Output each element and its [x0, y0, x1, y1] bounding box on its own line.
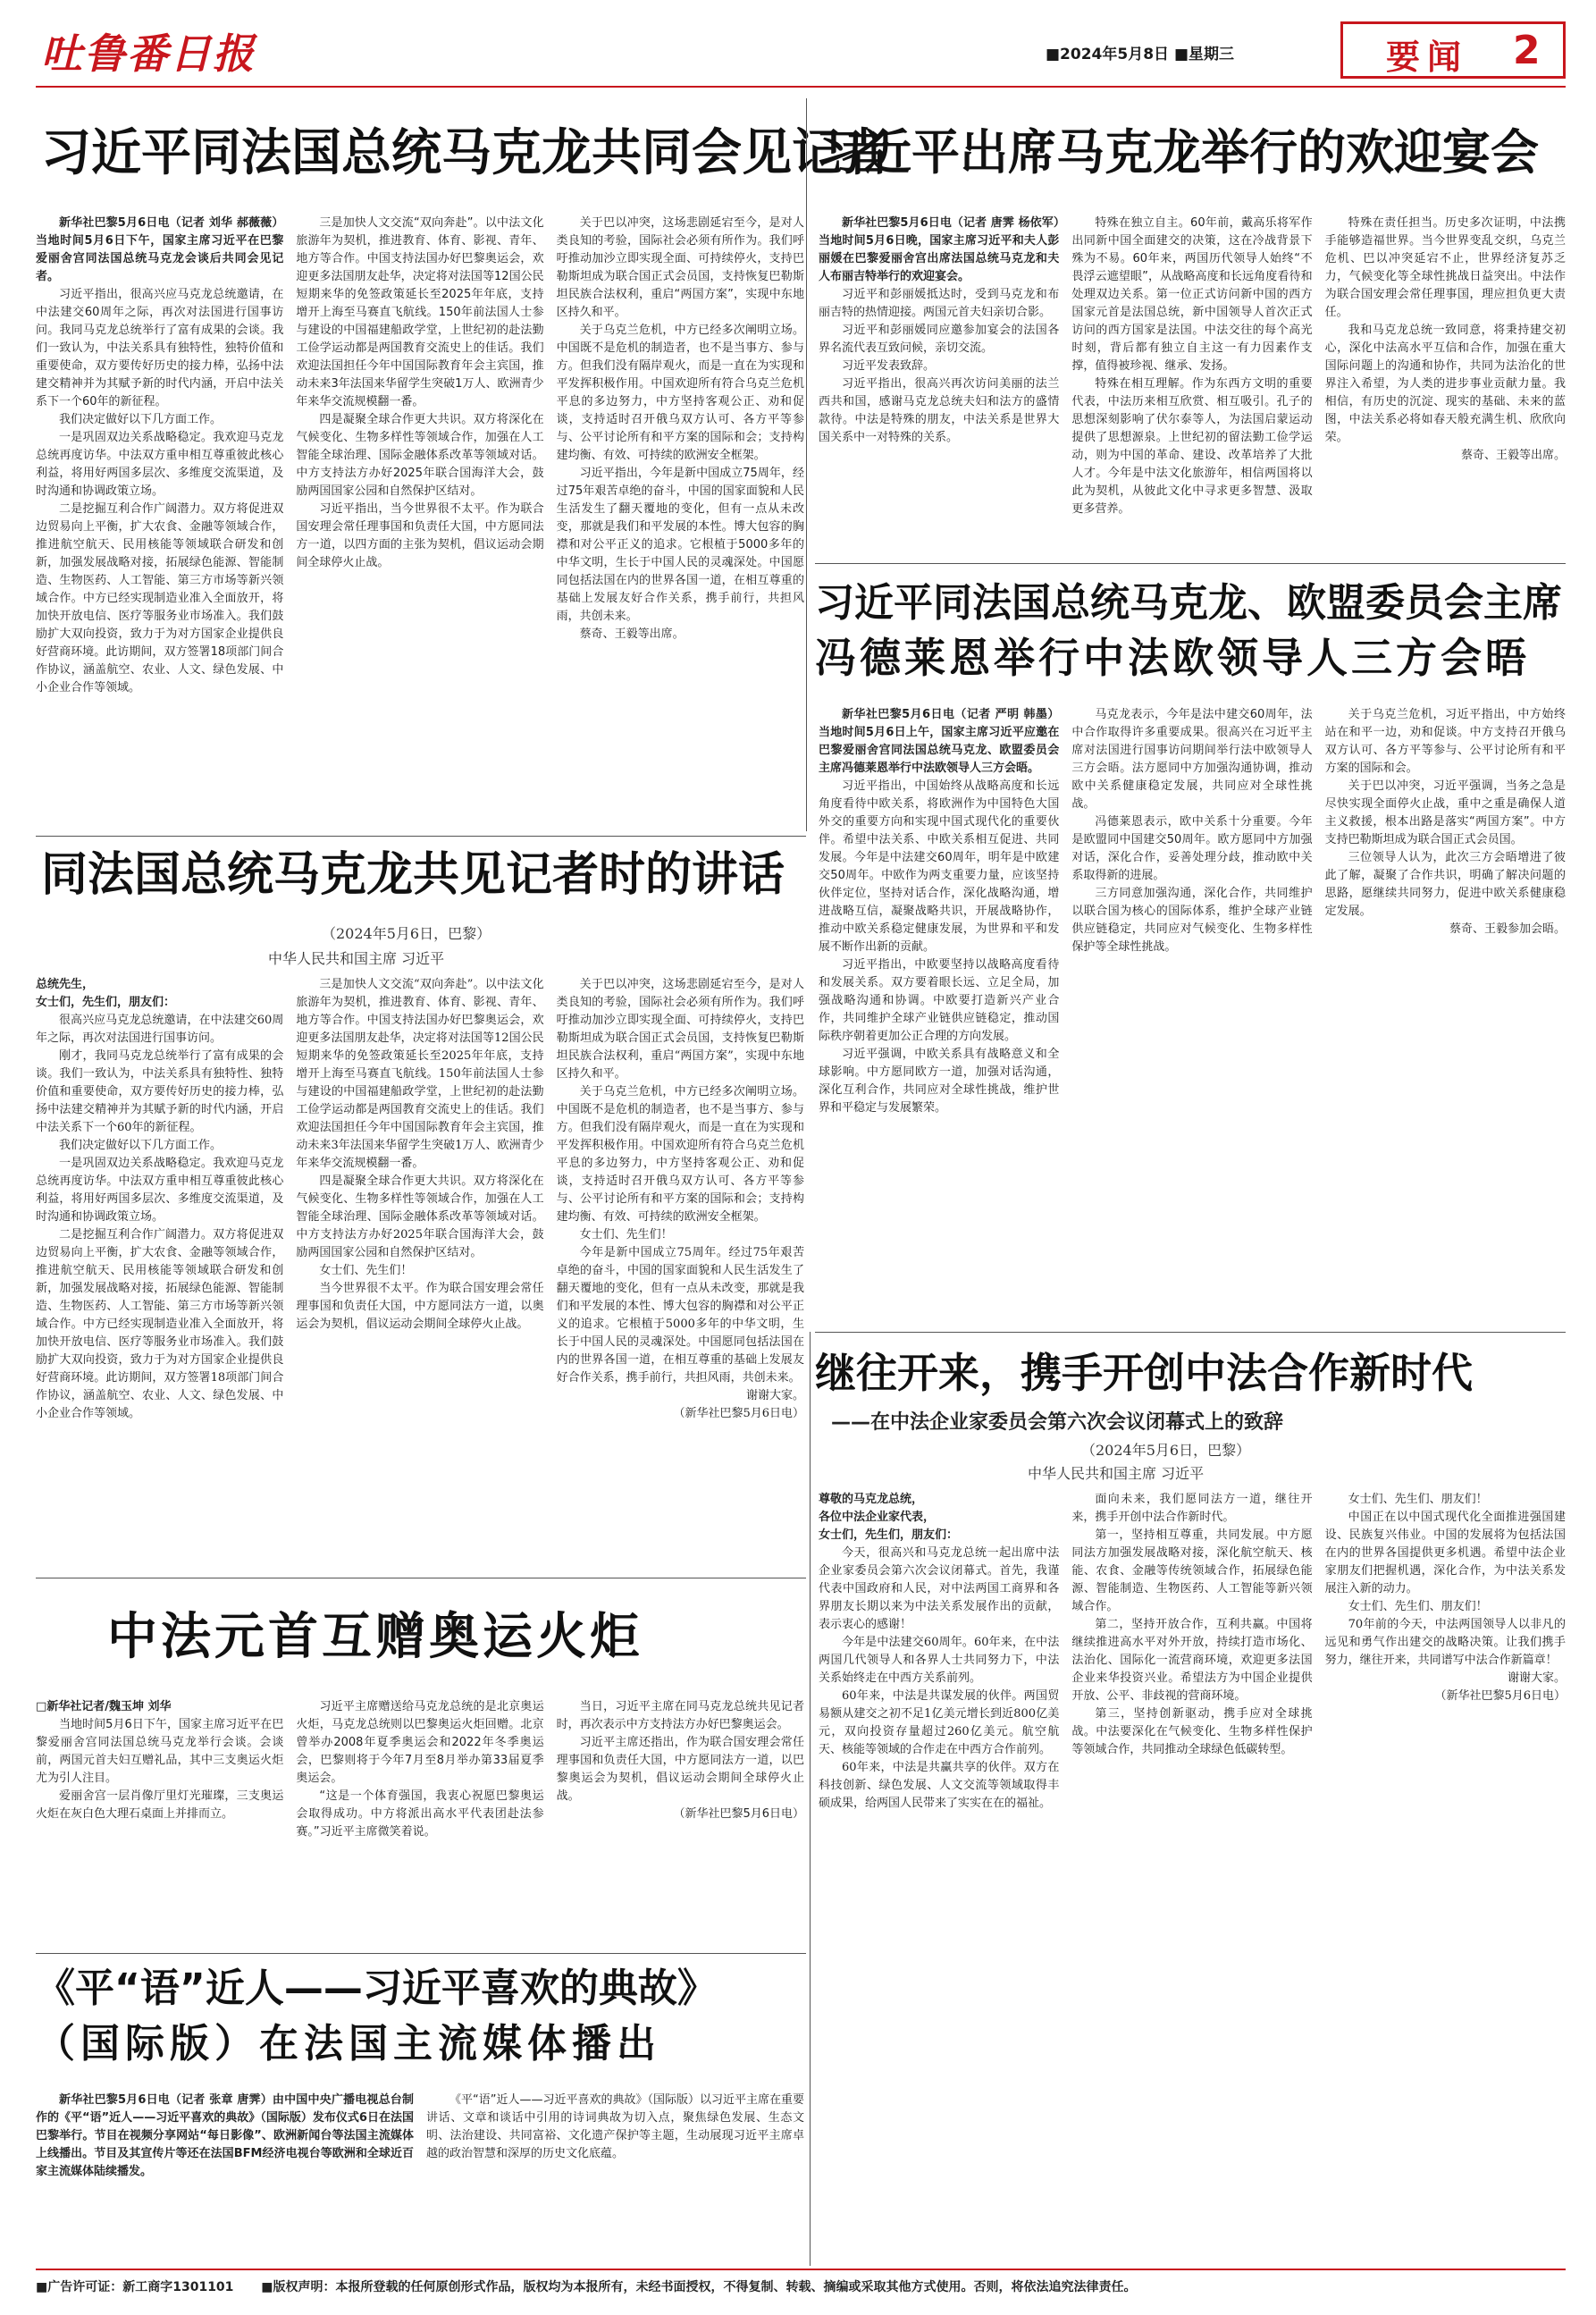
column	[1071, 1491, 1312, 2260]
headline: 习近平同法国总统马克龙共同会见记者	[41, 124, 892, 182]
section-divider	[36, 1953, 806, 1954]
column	[36, 2092, 414, 2261]
ad-license: ■广告许可证：新工商字1301101	[36, 2280, 234, 2294]
paragraph: 当地时间5月6日下午，国家主席习近平在巴黎爱丽舍宫同法国总统马克龙举行会谈。会谈前，两国元首夫妇互赠礼品，其中三支奥运火炬尤为引人注目。	[36, 1718, 284, 1785]
paragraph: 三位领导人认为，此次三方会晤增进了彼此了解，凝聚了合作共识，明确了解决问题的思路，愿继续共同努力，促进中欧关系健康稳定发展。	[1324, 851, 1566, 918]
column	[1325, 1491, 1566, 2260]
paragraph: 习近平指出，很高兴应马克龙总统邀请，在中法建交60周年之际，再次对法国进行国事访问。我同马克龙总统举行了富有成果的会谈。我们一致认为，中法关系具有独特性，独特价值和重要使命，双方要传好历史的接力棒，弘扬中法建交精神并为其赋予新的时代内涵，开启中法关系下一个60年的新征程。	[36, 288, 284, 408]
footer	[36, 2277, 1566, 2295]
paragraph: 关于巴以冲突，习近平强调，当务之急是尽快实现全面停火止战，重中之重是确保人道主义救援，根本出路是落实“两国方案”。中方支持巴勒斯坦成为联合国正式会员国。	[1324, 779, 1566, 846]
paragraph: 新华社巴黎5月6日电（记者 张章 唐霁）由中国中央广播电视总台制作的《平“语”近人——习近平喜欢的典故》（国际版）发布仪式6日在法国巴黎举行。节目在视频分享网站“每日影像”、欧洲新闻台等法国主流媒体上线播出。节目及其宣传片等还在法国BFM经济电视台等欧洲和全球近百家主流媒体陆续播发。	[36, 2093, 414, 2178]
section-banner	[1340, 21, 1566, 79]
paragraph: 习近平主席赠送给马克龙总统的是北京奥运火炬，马克龙总统则以巴黎奥运火炬回赠。北京曾举办2008年夏季奥运会和2022年冬季奥运会，巴黎则将于今年7月至8月举办第33届夏季奥运会。	[296, 1700, 544, 1785]
dateline: （2024年5月6日，巴黎）	[1081, 1442, 1251, 1459]
paragraph: 今年是新中国成立75周年。经过75年艰苦卓绝的奋斗，中国的国家面貌和人民生活发生了翻天覆地的变化，但有一点从未改变，那就是我们和平发展的本性、博大包容的胸襟和对公平正义的追求。它根植于5000多年的中华文明，生长于中国人民的灵魂深处。中国愿同包括法国在内的世界各国一道，在相互尊重的基础上发展友好合作关系，携手前行，共担风雨，共创未来。	[556, 1246, 804, 1385]
paragraph: 关于乌克兰危机，中方已经多次阐明立场。中国既不是危机的制造者，也不是当事方、参与方。但我们没有隔岸观火，而是一直在为实现和平发挥积极作用。中国欢迎所有符合乌克兰危机平息的多边努力，中方坚持客观公正、劝和促谈，支持适时召开俄乌双方认可、各方平等参与、公平讨论所有和平方案的国际和会；支持构建均衡、有效、可持续的欧洲安全框架。	[556, 1085, 804, 1224]
paragraph: 女士们、先生们、朋友们！	[1348, 1493, 1488, 1506]
footer-rule	[36, 2269, 1566, 2270]
column	[36, 215, 283, 822]
headline: 中法元首互赠奥运火炬	[107, 1608, 643, 1666]
section-divider	[36, 836, 806, 837]
paragraph: 关于巴以冲突，这场悲剧延宕至今，是对人类良知的考验，国际社会必须有所作为。我们呼吁推动加沙立即实现全面、可持续停火，支持巴勒斯坦成为联合国正式会员国，支持恢复巴勒斯坦民族合法权利，重启“两国方案”，实现中东地区持久和平。	[556, 216, 804, 319]
paragraph: 马克龙表示，今年是法中建交60周年，法中合作取得许多重要成果。很高兴在习近平主席对法国进行国事访问期间举行法中欧领导人三方会晤。法方愿同中方加强沟通协调，推动欧中关系健康稳定发展，共同应对全球性挑战。	[1071, 708, 1313, 811]
byline: 中华人民共和国主席 习近平	[268, 950, 445, 967]
copyright-notice: ■版权声明：本报所登载的任何原创形式作品，版权均为本报所有，未经书面授权，不得复制、转载、摘编或采取其他方式使用。否则，将依法追究法律责任。	[261, 2280, 1137, 2294]
column	[819, 1491, 1059, 2260]
paragraph: 关于乌克兰危机，中方已经多次阐明立场。中国既不是危机的制造者，也不是当事方、参与方。但我们没有隔岸观火，而是一直在为实现和平发挥积极作用。中国欢迎所有符合乌克兰危机平息的多边努力，中方坚持客观公正、劝和促谈，支持适时召开俄乌双方认可、各方平等参与、公平讨论所有和平方案的国际和会；支持构建均衡、有效、可持续的欧洲安全框架。	[556, 324, 804, 462]
paragraph: 特殊在责任担当。历史多次证明，中法携手能够造福世界。当今世界变乱交织，乌克兰危机、巴以冲突延宕不止，世界经济复苏乏力，气候变化等全球性挑战日益突出。中法作为联合国安理会常任理事国，理应担负更大责任。	[1324, 216, 1566, 319]
paragraph: 新华社巴黎5月6日电（记者 唐霁 杨依军）当地时间5月6日晚，国家主席习近平和夫人彭丽媛在巴黎爱丽舍宫出席法国总统马克龙和夫人布丽吉特举行的欢迎宴会。	[819, 216, 1060, 283]
headline-line-1: 《平“语”近人——习近平喜欢的典故》	[36, 1966, 717, 2011]
paragraph: 谢谢大家。	[1507, 1671, 1566, 1685]
paragraph: 特殊在独立自主。60年前，戴高乐将军作出同新中国全面建交的决策，这在冷战背景下殊为不易。60年来，两国历代领导人始终“不畏浮云遮望眼”，从战略高度和长远角度看待和处理双边关系。第一位正式访问新中国的西方国家元首是法国总统，新中国领导人首次正式访问的西方国家是法国。中法交往的每个高光时刻，背后都有独立自主这一有力因素作支撑，值得被珍视、继承、发扬。	[1071, 216, 1313, 373]
paragraph: 当今世界很不太平。作为联合国安理会常任理事国和负责任大国，中方愿同法方一道，以奥运会为契机，倡议运动会期间全球停火止战。	[296, 1282, 544, 1331]
column	[1325, 215, 1566, 554]
paragraph: （新华社巴黎5月6日电）	[1434, 1689, 1566, 1703]
paragraph: 习近平指出，当今世界很不太平。作为联合国安理会常任理事国和负责任大国，中方愿同法方一道，以四方面的主张为契机，倡议运动会期间全球停火止战。	[296, 502, 544, 569]
paragraph: 第一，坚持相互尊重，共同发展。中方愿同法方加强发展战略对接，深化航空航天、核能、农食、金融等传统领域合作，拓展绿色能源、智能制造、生物医药、人工智能等新兴领域合作。	[1071, 1528, 1313, 1613]
paragraph: 关于乌克兰危机，习近平指出，中方始终站在和平一边，劝和促谈。中方支持召开俄乌双方认可、各方平等参与、公平讨论所有和平方案的国际和会。	[1324, 708, 1566, 775]
section-name: 要闻	[1386, 38, 1469, 77]
paragraph: 四是凝聚全球合作更大共识。双方将深化在气候变化、生物多样性等领域合作，加强在人工智能全球治理、国际金融体系改革等领域对话。中方支持法方办好2025年联合国海洋大会，鼓励两国国家公园和自然保护区结对。	[296, 1174, 544, 1259]
headline: 继往开来，携手开创中法合作新时代	[815, 1349, 1473, 1397]
paragraph: （新华社巴黎5月6日电）	[673, 1407, 804, 1420]
paragraph: 60年来，中法是共赢共享的伙伴。双方在科技创新、绿色发展、人文交流等领域取得丰硕成果，给两国人民带来了实实在在的福祉。	[819, 1761, 1060, 1810]
paragraph: 三方同意加强沟通，深化合作，共同维护以联合国为核心的国际体系，维护全球产业链供应链稳定，共同应对气候变化、生物多样性保护等全球性挑战。	[1071, 887, 1313, 954]
headline: 习近平出席马克龙举行的欢迎宴会	[815, 124, 1539, 181]
paragraph: 蔡奇、王毅参加会晤。	[1449, 922, 1566, 936]
paragraph: 习近平和彭丽媛同应邀参加宴会的法国各界名流代表互致问候，亲切交流。	[819, 324, 1060, 355]
paragraph: 中国正在以中国式现代化全面推进强国建设、民族复兴伟业。中国的发展将为包括法国在内的世界各国提供更多机遇。希望中法企业家朋友们把握机遇，深化合作，为中法关系发展注入新的动力。	[1324, 1511, 1566, 1595]
paragraph: 冯德莱恩表示，欧中关系十分重要。今年是欧盟同中国建交50周年。欧方愿同中方加强对话，深化合作，妥善处理分歧，推动欧中关系取得新的进展。	[1071, 815, 1313, 882]
paragraph: 总统先生，	[36, 978, 95, 991]
paragraph: 我们决定做好以下几方面工作。	[59, 1139, 223, 1152]
paragraph: 一是巩固双边关系战略稳定。我欢迎马克龙总统再度访华。中法双方重申相互尊重彼此核心利益，将用好两国多层次、多维度交流渠道，及时沟通和协调政策立场。	[36, 1157, 284, 1224]
section-divider	[815, 1332, 1566, 1333]
column-divider	[810, 1332, 811, 2266]
paragraph: 蔡奇、王毅等出席。	[1460, 449, 1566, 462]
dateline: （2024年5月6日，巴黎）	[322, 925, 491, 942]
paragraph: 习近平指出，今年是新中国成立75周年，经过75年艰苦卓绝的奋斗，中国的国家面貌和人民生活发生了翻天覆地的变化，但有一点从未改变，那就是我们和平发展的本性。博大包容的胸襟和对公平正义的追求。它根植于5000多年的中华文明，生长于中国人民的灵魂深处。中国愿同包括法国在内的世界各国一道，在相互尊重的基础上发展友好合作关系，携手前行，共担风雨，共创未来。	[556, 467, 804, 623]
column	[1325, 706, 1566, 1323]
column-divider	[806, 98, 807, 831]
publication-date: ■2024年5月8日 ■星期三	[1046, 46, 1235, 63]
column	[1071, 215, 1312, 554]
paragraph: 女士们、先生们！	[319, 1264, 413, 1277]
headline: 同法国总统马克龙共见记者时的讲话	[41, 848, 785, 902]
newspaper-logo: 吐鲁番日报	[41, 29, 256, 78]
column	[36, 976, 283, 1566]
paragraph: 第二，坚持开放合作，互利共赢。中国将继续推进高水平对外开放，持续打造市场化、法治化、国际化一流营商环境，欢迎更多法国企业来华投资兴业。希望法方为中国企业提供开放、公平、非歧视的营商环境。	[1071, 1618, 1313, 1703]
paragraph: 我和马克龙总统一致同意，将秉持建交初心，深化中法高水平互信和合作，加强在重大国际问题上的沟通和协作，共同为法治化的世界注入希望，为人类的进步事业贡献力量。我相信，有历史的沉淀、现实的基础、未来的蓝图，中法关系必将如春天般充满生机、欣欣向荣。	[1324, 324, 1566, 444]
column	[819, 215, 1059, 554]
column	[296, 976, 543, 1566]
headline-line-2: （国际版）在法国主流媒体播出	[36, 2021, 661, 2067]
paragraph: 今年是中法建交60周年。60年来，在中法两国几代领导人和各界人士共同努力下，中法关系始终走在中西方关系前列。	[819, 1636, 1060, 1685]
column	[296, 215, 543, 822]
column	[557, 1698, 804, 1940]
subheadline: ——在中法企业家委员会第六次会议闭幕式上的致辞	[831, 1411, 1284, 1434]
paragraph: 四是凝聚全球合作更大共识。双方将深化在气候变化、生物多样性等领域合作，加强在人工智能全球治理、国际金融体系改革等领域对话。中方支持法方办好2025年联合国海洋大会，鼓励两国国家公园和自然保护区结对。	[296, 413, 544, 498]
paragraph: 《平“语”近人——习近平喜欢的典故》（国际版）以习近平主席在重要讲话、文章和谈话中引用的诗词典故为切入点，聚焦绿色发展、生态文明、法治建设、共同富裕、文化遗产保护等主题，生动展现习近平主席卓越的政治智慧和深厚的历史文化底蕴。	[426, 2093, 804, 2160]
paragraph: 当日，习近平主席在同马克龙总统共见记者时，再次表示中方支持法方办好巴黎奥运会。	[556, 1700, 804, 1731]
paragraph: 70年前的今天，中法两国领导人以非凡的远见和勇气作出建交的战略决策。让我们携手努力，继往开来，共同谱写中法合作新篇章！	[1324, 1618, 1566, 1667]
column	[296, 1698, 543, 1940]
paragraph: 新华社巴黎5月6日电（记者 严明 韩墨）当地时间5月6日上午，国家主席习近平应邀在巴黎爱丽舍宫同法国总统马克龙、欧盟委员会主席冯德莱恩举行中法欧领导人三方会晤。	[819, 708, 1060, 775]
paragraph: 我们决定做好以下几方面工作。	[59, 413, 223, 426]
paragraph: 三是加快人文交流“双向奔赴”。以中法文化旅游年为契机，推进教育、体育、影视、青年、地方等合作。中国支持法国办好巴黎奥运会，欢迎更多法国朋友赴华，决定将对法国等12国公民短期来华的免签政策延长至2025年年底，支持增开上海至马赛直飞航线。150年前法国人士参与建设的中国福建船政学堂，上世纪初的赴法勤工俭学运动都是两国教育交流史上的佳话。我们欢迎法国担任今年中国国际教育年会主宾国，推动未来3年法国来华留学生突破1万人、欧洲青少年来华交流规模翻一番。	[296, 978, 544, 1170]
paragraph: 特殊在相互理解。作为东西方文明的重要代表，中法历来相互欣赏、相互吸引。孔子的思想深刻影响了伏尔泰等人，为法国启蒙运动提供了思想源泉。上世纪初的留法勤工俭学运动，则为中国的革命、建设、改革培养了大批人才。今年是中法文化旅游年，相信两国将以此为契机，从彼此文化中寻求更多智慧、汲取更多营养。	[1071, 377, 1313, 516]
paragraph: 谢谢大家。	[745, 1389, 804, 1402]
paragraph: 习近平和彭丽媛抵达时，受到马克龙和布丽吉特的热情迎接。两国元首夫妇亲切合影。	[819, 288, 1060, 319]
masthead	[36, 16, 1566, 89]
paragraph: 习近平主席还指出，作为联合国安理会常任理事国和负责任大国，中方愿同法方一道，以巴黎奥运会为契机，倡议运动会期间全球停火止战。	[556, 1736, 804, 1803]
paragraph: （新华社巴黎5月6日电）	[673, 1807, 804, 1821]
paragraph: 各位中法企业家代表，	[819, 1511, 936, 1524]
column	[1071, 706, 1312, 1323]
paragraph: 爱丽舍宫一层肖像厅里灯光璀璨，三支奥运火炬在灰白色大理石桌面上并排而立。	[36, 1789, 284, 1821]
column	[557, 215, 804, 822]
section-divider	[815, 563, 1566, 564]
column	[819, 706, 1059, 1323]
paragraph: 很高兴应马克龙总统邀请，在中法建交60周年之际，再次对法国进行国事访问。	[36, 1014, 284, 1045]
paragraph: 一是巩固双边关系战略稳定。我欢迎马克龙总统再度访华。中法双方重申相互尊重彼此核心利益，将用好两国多层次、多维度交流渠道，及时沟通和协调政策立场。	[36, 431, 284, 498]
paragraph: 习近平指出，中国始终从战略高度和长远角度看待中欧关系，将欧洲作为中国特色大国外交的重要方向和实现中国式现代化的重要伙伴。希望中法关系、中欧关系相互促进、共同发展。今年是中法建交60周年，明年是中欧建交50周年。中欧作为两支重要力量，应该坚持伙伴定位，坚持对话合作，深化战略沟通，增进战略互信，凝聚战略共识，开展战略协作，推动中欧关系稳定健康发展，为世界和平和发展不断作出新的贡献。	[819, 779, 1060, 954]
paragraph: 习近平指出，中欧要坚持以战略高度看待和发展关系。双方要着眼长远、立足全局，加强战略沟通和协调。中欧要打造新兴产业合作，共同维护全球产业链供应链稳定，推动国际秩序朝着更加公正合理的方向发展。	[819, 958, 1060, 1043]
paragraph: 习近平指出，很高兴再次访问美丽的法兰西共和国，感谢马克龙总统夫妇和法方的盛情款待。中法是特殊的朋友，中法关系是世界大国关系中一对特殊的关系。	[819, 377, 1060, 444]
paragraph: 女士们，先生们，朋友们：	[36, 996, 176, 1009]
column	[557, 976, 804, 1566]
paragraph: 关于巴以冲突，这场悲剧延宕至今，是对人类良知的考验，国际社会必须有所作为。我们呼吁推动加沙立即实现全面、可持续停火，支持巴勒斯坦成为联合国正式会员国，支持恢复巴勒斯坦民族合法权利，重启“两国方案”，实现中东地区持久和平。	[556, 978, 804, 1081]
paragraph: 习近平发表致辞。	[842, 359, 936, 373]
page-number: 2	[1513, 28, 1541, 73]
paragraph: □新华社记者/魏玉坤 刘华	[36, 1700, 172, 1713]
paragraph: 二是挖掘互利合作广阔潜力。双方将促进双边贸易向上平衡，扩大农食、金融等领域合作，推进航空航天、民用核能等领域联合研发和创新，加强发展战略对接，拓展绿色能源、智能制造、生物医药、人工智能、第三方市场等新兴领域合作。中方已经实现制造业准入全面放开，将加快开放电信、医疗等服务业市场准入。我们鼓励扩大双向投资，致力于为对方国家企业提供良好营商环境。此访期间，双方签署18项部门间合作协议，涵盖航空、农业、人文、绿色发展、中小企业合作等领域。	[36, 502, 284, 694]
paragraph: 面向未来，我们愿同法方一道，继往开来，携手开创中法合作新时代。	[1071, 1493, 1313, 1524]
paragraph: 第三，坚持创新驱动，携手应对全球挑战。中法要深化在气候变化、生物多样性保护等领域合作，共同推动全球绿色低碳转型。	[1071, 1707, 1313, 1756]
paragraph: “这是一个体育强国，我衷心祝愿巴黎奥运会取得成功。中方将派出高水平代表团赴法参赛。”习近平主席微笑着说。	[296, 1789, 544, 1839]
paragraph: 今天，很高兴和马克龙总统一起出席中法企业家委员会第六次会议闭幕式。首先，我谨代表中国政府和人民，对中法两国工商界和各界朋友长期以来为中法关系发展作出的贡献，表示衷心的感谢！	[819, 1546, 1060, 1631]
paragraph: 习近平强调，中欧关系具有战略意义和全球影响。中方愿同欧方一道，加强对话沟通，深化互利合作，共同应对全球性挑战，维护世界和平稳定与发展繁荣。	[819, 1048, 1060, 1115]
paragraph: 蔡奇、王毅等出席。	[579, 627, 685, 641]
paragraph: 女士们、先生们、朋友们！	[1348, 1600, 1488, 1613]
paragraph: 尊敬的马克龙总统，	[819, 1493, 924, 1506]
byline: 中华人民共和国主席 习近平	[1028, 1465, 1205, 1482]
paragraph: 三是加快人文交流“双向奔赴”。以中法文化旅游年为契机，推进教育、体育、影视、青年、地方等合作。中国支持法国办好巴黎奥运会，欢迎更多法国朋友赴华，决定将对法国等12国公民短期来华的免签政策延长至2025年年底，支持增开上海至马赛直飞航线。150年前法国人士参与建设的中国福建船政学堂，上世纪初的赴法勤工俭学运动都是两国教育交流史上的佳话。我们欢迎法国担任今年中国国际教育年会主宾国，推动未来3年法国来华留学生突破1万人、欧洲青少年来华交流规模翻一番。	[296, 216, 544, 408]
paragraph: 女士们、先生们！	[579, 1228, 673, 1242]
paragraph: 新华社巴黎5月6日电（记者 刘华 郝薇薇）当地时间5月6日下午，国家主席习近平在巴黎爱丽舍宫同法国总统马克龙会谈后共同会见记者。	[36, 216, 284, 283]
paragraph: 女士们，先生们，朋友们：	[819, 1528, 959, 1542]
paragraph: 刚才，我同马克龙总统举行了富有成果的会谈。我们一致认为，中法关系具有独特性、独特价值和重要使命，双方要传好历史的接力棒，弘扬中法建交精神并为其赋予新的时代内涵，开启中法关系下一个60年的新征程。	[36, 1049, 284, 1134]
column	[36, 1698, 283, 1940]
paragraph: 二是挖掘互利合作广阔潜力。双方将促进双边贸易向上平衡，扩大农食、金融等领域合作，推进航空航天、民用核能等领域联合研发和创新，加强发展战略对接，拓展绿色能源、智能制造、生物医药、人工智能、第三方市场等新兴领域合作。中方已经实现制造业准入全面放开，将加快开放电信、医疗等服务业市场准入。我们鼓励扩大双向投资，致力于为对方国家企业提供良好营商环境。此访期间，双方签署18项部门间合作协议，涵盖航空、农业、人文、绿色发展、中小企业合作等领域。	[36, 1228, 284, 1420]
headline-line-2: 冯德莱恩举行中法欧领导人三方会晤	[815, 634, 1530, 682]
column	[426, 2092, 804, 2261]
headline-line-1: 习近平同法国总统马克龙、欧盟委员会主席	[815, 580, 1562, 626]
paragraph: 60年来，中法是共谋发展的伙伴。两国贸易额从建交之初不足1亿美元增长到近800亿美元，双向投资存量超过260亿美元。航空航天、核能等领域的合作走在中西方合作前列。	[819, 1689, 1060, 1756]
masthead-rule	[36, 86, 1566, 88]
